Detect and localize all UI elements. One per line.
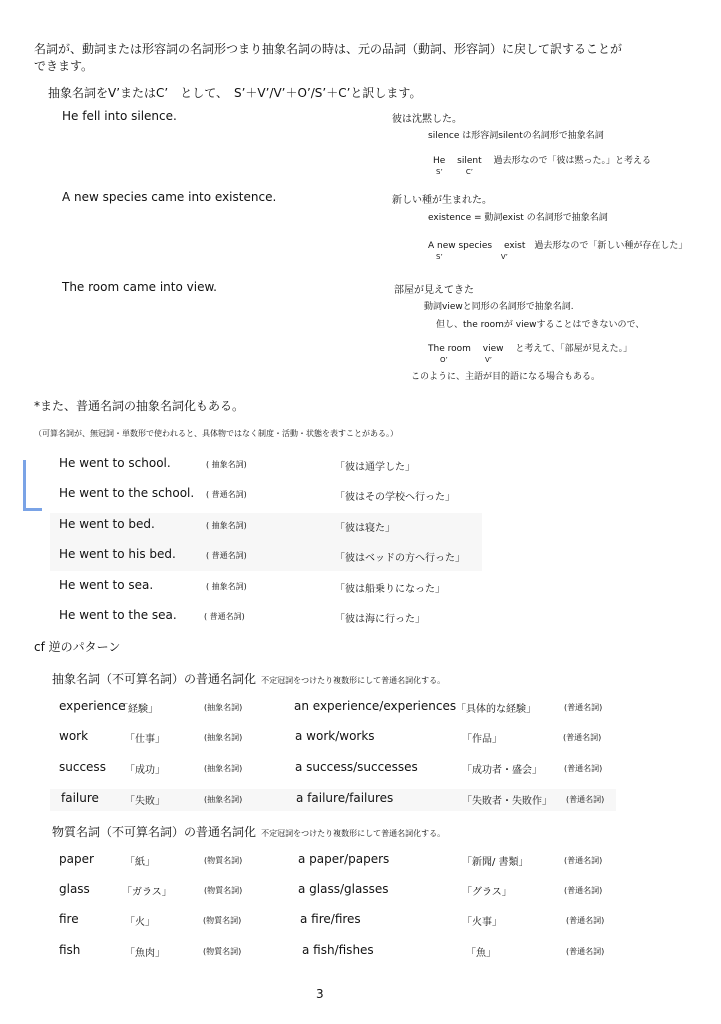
example-2-note: existence = 動詞exist の名詞形で抽象名詞 bbox=[428, 213, 608, 223]
abstract-row-3-word: success bbox=[59, 760, 106, 774]
material-row-2-japanese: 「ガラス」 bbox=[122, 887, 172, 898]
material-row-3-japanese: 「火」 bbox=[125, 917, 155, 928]
common-row-6-japanese: 「彼は海に行った」 bbox=[335, 614, 425, 625]
material-row-2-word: glass bbox=[59, 882, 90, 896]
intro-line-1: 名詞が、動詞または形容詞の名詞形つまり抽象名詞の時は、元の品詞（動詞、形容詞）に戻して訳することが bbox=[34, 42, 623, 56]
example-2-labels: S’ V’ bbox=[436, 253, 508, 261]
common-section-heading: *また、普通名詞の抽象名詞化もある。 bbox=[34, 399, 245, 413]
material-row-3-forms: a fire/fires bbox=[300, 912, 361, 926]
material-row-4-tag: (物質名詞) bbox=[203, 947, 242, 956]
common-row-3-tag: ( 抽象名詞) bbox=[206, 521, 247, 530]
page-number: 3 bbox=[316, 987, 324, 1001]
abstract-row-3-japanese: 「成功」 bbox=[125, 765, 165, 776]
example-3-note-1: 動詞viewと同形の名詞形で抽象名詞. bbox=[424, 302, 574, 312]
abstract-heading: 抽象名詞（不可算名詞）の普通名詞化 bbox=[52, 672, 257, 686]
abstract-row-2-meaning: 「作品」 bbox=[462, 734, 502, 745]
common-row-2-japanese: 「彼はその学校へ行った」 bbox=[335, 492, 455, 503]
abstract-row-4-meaning: 「失敗者・失敗作」 bbox=[462, 796, 552, 807]
material-row-1-japanese: 「紙」 bbox=[125, 857, 155, 868]
material-row-4-japanese: 「魚肉」 bbox=[125, 948, 165, 959]
blue-bracket-mark bbox=[23, 460, 42, 511]
material-row-4-word: fish bbox=[59, 943, 81, 957]
example-3-note-2: 但し、the roomが viewすることはできないので、 bbox=[436, 320, 645, 330]
material-row-4-meaning: 「魚」 bbox=[466, 948, 496, 959]
example-1-parse: He silent 過去形なので「彼は黙った。」と考える bbox=[433, 156, 651, 166]
abstract-row-3-tag2: (普通名詞) bbox=[564, 764, 603, 773]
abstract-row-4-japanese: 「失敗」 bbox=[125, 796, 165, 807]
abstract-row-2-word: work bbox=[59, 729, 89, 743]
example-3-labels: O’ V’ bbox=[440, 356, 492, 364]
intro-paragraph bbox=[34, 40, 622, 74]
common-row-3-english: He went to bed. bbox=[59, 517, 155, 531]
material-row-4-forms: a fish/fishes bbox=[302, 943, 374, 957]
abstract-row-1-forms: an experience/experiences bbox=[294, 699, 457, 713]
common-row-1-tag: ( 抽象名詞) bbox=[206, 460, 247, 469]
material-row-2-tag2: (普通名詞) bbox=[564, 886, 603, 895]
material-row-1-word: paper bbox=[59, 852, 94, 866]
abstract-row-2-japanese: 「仕事」 bbox=[125, 734, 165, 745]
abstract-row-4-forms: a failure/failures bbox=[296, 791, 394, 805]
intro-line-2: できます。 bbox=[34, 59, 94, 73]
example-1-japanese: 彼は沈黙した。 bbox=[392, 114, 462, 125]
common-row-1-japanese: 「彼は通学した」 bbox=[335, 462, 415, 473]
material-row-4-tag2: (普通名詞) bbox=[566, 947, 605, 956]
example-2-japanese: 新しい種が生まれた。 bbox=[392, 195, 492, 206]
example-3-parse: The room view と考えて、「部屋が見えた。」 bbox=[428, 344, 633, 354]
material-row-3-word: fire bbox=[59, 912, 79, 926]
example-2-parse: A new species exist 過去形なので「新しい種が存在した」 bbox=[428, 241, 688, 251]
abstract-heading-line bbox=[52, 668, 445, 687]
material-heading: 物質名詞（不可算名詞）の普通名詞化 bbox=[52, 825, 257, 839]
abstract-row-4-word: failure bbox=[61, 791, 99, 805]
common-row-3-japanese: 「彼は寝た」 bbox=[335, 523, 395, 534]
common-section-subnote: （可算名詞が、無冠詞・単数形で使われると、具体物ではなく制度・活動・状態を表すことがある。） bbox=[34, 429, 398, 438]
abstract-row-2-forms: a work/works bbox=[295, 729, 375, 743]
example-3-english: The room came into view. bbox=[62, 280, 217, 294]
abstract-row-2-tag: (抽象名詞) bbox=[204, 733, 243, 742]
example-1-english: He fell into silence. bbox=[62, 109, 177, 123]
common-row-6-tag: ( 普通名詞) bbox=[204, 612, 245, 621]
rule-text: 抽象名詞をV’またはC’ として、 S’＋V’/V’＋O’/S’＋C’と訳します。 bbox=[48, 86, 422, 100]
material-row-2-forms: a glass/glasses bbox=[298, 882, 389, 896]
common-row-5-tag: ( 抽象名詞) bbox=[206, 582, 247, 591]
abstract-row-1-japanese: 「経験」 bbox=[118, 704, 158, 715]
abstract-row-1-tag: (抽象名詞) bbox=[204, 703, 243, 712]
example-1-note: silence は形容詞silentの名詞形で抽象名詞 bbox=[428, 131, 604, 141]
abstract-note: 不定冠詞をつけたり複数形にして普通名詞化する。 bbox=[261, 676, 446, 685]
common-row-5-english: He went to sea. bbox=[59, 578, 154, 592]
common-row-4-english: He went to his bed. bbox=[59, 547, 176, 561]
material-row-3-meaning: 「火事」 bbox=[462, 917, 502, 928]
example-3-note-3: このように、主語が目的語になる場合もある。 bbox=[411, 372, 601, 382]
material-row-2-meaning: 「グラス」 bbox=[462, 887, 512, 898]
common-row-4-tag: ( 普通名詞) bbox=[206, 551, 247, 560]
material-note: 不定冠詞をつけたり複数形にして普通名詞化する。 bbox=[261, 829, 446, 838]
material-row-3-tag2: (普通名詞) bbox=[566, 916, 605, 925]
material-row-1-forms: a paper/papers bbox=[298, 852, 390, 866]
material-row-1-tag2: (普通名詞) bbox=[564, 856, 603, 865]
example-3-japanese: 部屋が見えてきた bbox=[394, 285, 474, 296]
abstract-row-3-forms: a success/successes bbox=[295, 760, 418, 774]
common-row-6-english: He went to the sea. bbox=[59, 608, 177, 622]
abstract-row-3-tag: (抽象名詞) bbox=[204, 764, 243, 773]
abstract-row-4-tag2: (普通名詞) bbox=[566, 795, 605, 804]
abstract-row-2-tag2: (普通名詞) bbox=[563, 733, 602, 742]
common-row-1-english: He went to school. bbox=[59, 456, 171, 470]
material-row-1-tag: (物質名詞) bbox=[204, 856, 243, 865]
common-row-2-english: He went to the school. bbox=[59, 486, 195, 500]
material-row-3-tag: (物質名詞) bbox=[203, 916, 242, 925]
abstract-row-4-tag: (抽象名詞) bbox=[204, 795, 243, 804]
common-row-5-japanese: 「彼は船乗りになった」 bbox=[335, 584, 445, 595]
abstract-row-3-meaning: 「成功者・盛会」 bbox=[462, 765, 542, 776]
material-row-2-tag: (物質名詞) bbox=[204, 886, 243, 895]
abstract-row-1-word: experience bbox=[59, 699, 126, 713]
common-row-4-japanese: 「彼はベッドの方へ行った」 bbox=[335, 553, 465, 564]
material-row-1-meaning: 「新聞/ 書類」 bbox=[462, 857, 529, 868]
reverse-heading: cf 逆のパターン bbox=[34, 640, 121, 654]
example-1-labels: S’ C’ bbox=[436, 168, 474, 176]
example-2-english: A new species came into existence. bbox=[62, 190, 277, 204]
material-heading-line bbox=[52, 821, 445, 840]
abstract-row-1-meaning: 「具体的な経験」 bbox=[456, 704, 536, 715]
common-row-2-tag: ( 普通名詞) bbox=[206, 490, 247, 499]
abstract-row-1-tag2: (普通名詞) bbox=[564, 703, 603, 712]
